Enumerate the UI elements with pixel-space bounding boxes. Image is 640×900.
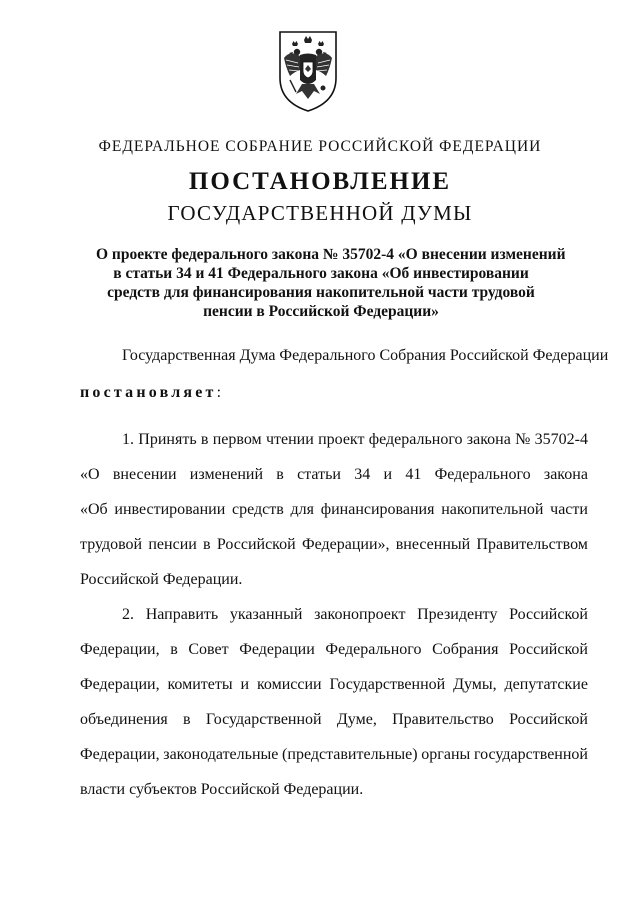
word: Российской — [80, 571, 159, 588]
word: проект — [318, 431, 365, 448]
word: закона — [466, 431, 511, 448]
word: 2. — [122, 606, 134, 623]
word: Думы, — [453, 676, 497, 693]
word: Федерации. — [162, 571, 243, 588]
word: для — [290, 501, 314, 518]
word: органы — [421, 746, 471, 763]
paragraph-line — [80, 702, 588, 737]
document-issuer: ГОСУДАРСТВЕННОЙ ДУМЫ — [167, 201, 473, 225]
paragraph-line — [80, 527, 588, 562]
word: Российской — [509, 641, 588, 658]
word: Федерации, — [80, 746, 160, 763]
title-line: в статьи 34 и 41 Федерального закона «Об инвестировании — [113, 265, 529, 282]
decree-colon: : — [216, 384, 222, 401]
word: Федерации. — [283, 781, 364, 798]
coat-of-arms-icon — [276, 28, 340, 114]
word: пенсии — [148, 536, 197, 553]
word: Федерации», — [301, 536, 390, 553]
paragraph-1 — [80, 422, 588, 597]
word: накопительной — [441, 501, 544, 518]
paragraph-line — [80, 597, 588, 632]
word: указанный — [229, 606, 303, 623]
word: депутатские — [504, 676, 588, 693]
paragraph-line — [80, 667, 588, 702]
word: субъектов — [129, 781, 197, 798]
word: объединения — [80, 711, 168, 728]
word: и — [240, 676, 250, 693]
word: «Об — [80, 501, 108, 518]
word: чтении — [265, 431, 314, 448]
title-line: пенсии в Российской Федерации» — [203, 303, 439, 320]
paragraph-line — [80, 492, 588, 527]
word: статьи — [297, 466, 341, 483]
word: 35702-4 — [534, 431, 588, 448]
word: 41 — [405, 466, 422, 483]
word: закона — [543, 466, 588, 483]
word: в — [200, 431, 209, 448]
word: Российской — [509, 606, 588, 623]
paragraph-2 — [80, 597, 588, 807]
word: части — [550, 501, 588, 518]
word: внесенный — [395, 536, 471, 553]
word: в — [183, 711, 191, 728]
word: Президенту — [417, 606, 498, 623]
word: власти — [80, 781, 126, 798]
paragraph-line — [80, 422, 588, 457]
paragraph-line — [80, 562, 588, 597]
word: Думе, — [336, 711, 377, 728]
organization-name: ФЕДЕРАЛЬНОЕ СОБРАНИЕ РОССИЙСКОЙ ФЕДЕРАЦИИ — [98, 138, 542, 155]
decree-word — [80, 384, 221, 402]
word: средств — [232, 501, 284, 518]
word: законодательные — [163, 746, 279, 763]
word: Собрания — [432, 641, 499, 658]
word: «О — [80, 466, 100, 483]
word: федерального — [368, 431, 463, 448]
word: Направить — [145, 606, 219, 623]
word: Российской — [200, 781, 280, 798]
document-title — [96, 245, 566, 321]
word: законопроект — [314, 606, 406, 623]
title-line: О проекте федерального закона № 35702-4 «О внесении изменений — [96, 246, 566, 263]
paragraph-line — [80, 772, 588, 807]
word: комитеты — [167, 676, 233, 693]
word: комиссии — [256, 676, 322, 693]
paragraph-line — [80, 457, 588, 492]
word: Российской — [216, 536, 296, 553]
word: в — [203, 536, 211, 553]
word: Правительство — [392, 711, 494, 728]
word: Совет — [188, 641, 229, 658]
word: финансирования — [320, 501, 435, 518]
preamble-text: Государственная Дума Федерального Собрания Российской Федерации — [122, 347, 609, 364]
word: в — [170, 641, 178, 658]
decree-word-text: постановляет — [80, 384, 217, 401]
word: № — [515, 431, 531, 448]
word: трудовой — [80, 536, 143, 553]
title-line: средств для финансирования накопительной части трудовой — [107, 284, 535, 301]
word: Государственной — [205, 711, 322, 728]
word: (представительные) — [282, 746, 418, 763]
word: Федерального — [434, 466, 531, 483]
word: Правительством — [476, 536, 588, 553]
paragraph-line — [80, 632, 588, 667]
word: в — [276, 466, 284, 483]
word: внесении — [112, 466, 177, 483]
word: первом — [212, 431, 262, 448]
word: и — [383, 466, 393, 483]
word: изменений — [189, 466, 264, 483]
word: Государственной — [329, 676, 446, 693]
word: Федерации, — [80, 641, 160, 658]
word: 34 — [354, 466, 371, 483]
word: Принять — [138, 431, 197, 448]
document-type: ПОСТАНОВЛЕНИЕ — [188, 168, 452, 195]
word: инвестировании — [114, 501, 226, 518]
word: Федерации — [239, 641, 315, 658]
word: Российской — [509, 711, 588, 728]
word: Федерального — [325, 641, 422, 658]
paragraph-line — [80, 737, 588, 772]
word: государственной — [473, 746, 588, 763]
word: Федерации, — [80, 676, 160, 693]
word: 1. — [122, 431, 134, 448]
